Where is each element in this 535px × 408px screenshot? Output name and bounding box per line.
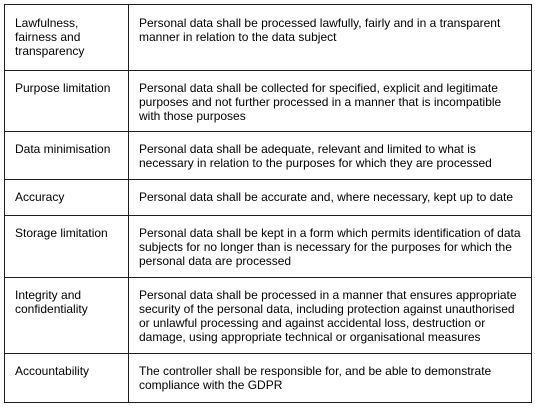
table-row (5, 180, 532, 216)
principle-description-cell: Personal data shall be accurate and, where necessary, kept up to date (129, 180, 532, 216)
principle-name-cell: Accountability (5, 354, 129, 403)
principle-name-cell: Storage limitation (5, 216, 129, 278)
principle-name-cell: Data minimisation (5, 132, 129, 180)
table-row (5, 354, 532, 403)
table-row (5, 278, 532, 354)
principle-description-cell: Personal data shall be adequate, relevant and limited to what is necessary in relation to the purposes for which they are processed (129, 132, 532, 180)
table-row (5, 5, 532, 71)
principle-description-cell: Personal data shall be kept in a form which permits identification of data subjects for no longer than is necessary for the purposes for which the personal data are processed (129, 216, 532, 278)
principle-name-cell: Purpose limitation (5, 71, 129, 132)
table-row (5, 132, 532, 180)
principle-name-cell: Integrity and confidentiality (5, 278, 129, 354)
principle-name-cell: Accuracy (5, 180, 129, 216)
principle-description-cell: Personal data shall be collected for specified, explicit and legitimate purposes and not further processed in a manner that is incompatible with those purposes (129, 71, 532, 132)
table-row (5, 71, 532, 132)
principle-name-cell: Lawfulness, fairness and transparency (5, 5, 129, 71)
principle-description-cell: The controller shall be responsible for, and be able to demonstrate compliance with the GDPR (129, 354, 532, 403)
principle-description-cell: Personal data shall be processed in a manner that ensures appropriate security of the personal data, including protection against unauthorised or unlawful processing and against accidental loss, destruction or damage, using appropriate technical or organisational measures (129, 278, 532, 354)
gdpr-principles-table (4, 4, 532, 403)
principle-description-cell: Personal data shall be processed lawfully, fairly and in a transparent manner in relation to the data subject (129, 5, 532, 71)
table-row (5, 216, 532, 278)
